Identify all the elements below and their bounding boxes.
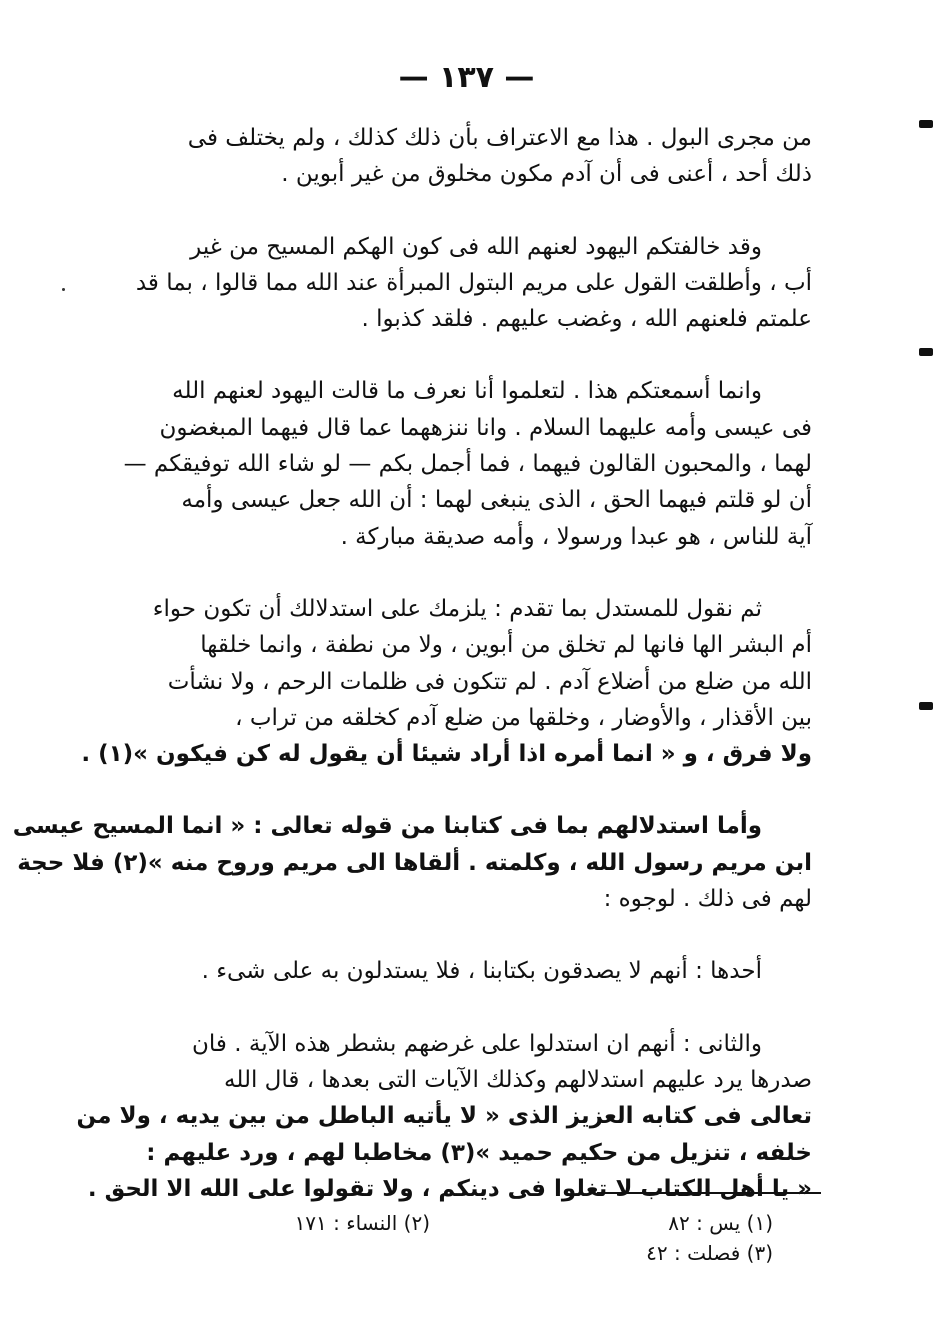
text-line: فى عيسى وأمه عليهما السلام . وانا ننزههما عما قال فيهما المبغضون: [159, 414, 812, 441]
text-line: بين الأقذار ، والأوضار ، وخلقها من ضلع آدم كخلقه من تراب ،: [235, 704, 812, 731]
page-number: — ١٣٧ —: [398, 60, 535, 95]
text-line: أحدها : أنهم لا يصدقون بكتابنا ، فلا يستدلون به على شىء .: [201, 958, 762, 985]
footnote-divider: [597, 1192, 821, 1194]
text-line: ذلك أحد ، أعنى فى أن آدم مكون مخلوق من غير أبوين .: [281, 161, 812, 188]
paragraph-3: [123, 373, 812, 554]
quran-quote-line: « يا أهل الكتاب لا تغلوا فى دينكم ، ولا تقولوا على الله الا الحق .: [87, 1175, 812, 1202]
text-line: لهما ، والمحبون القالون فيهما ، فما أجمل بكم — لو شاء الله توفيقكم —: [123, 451, 812, 478]
text-line: أن لو قلتم فيهما الحق ، الذى ينبغى لهما : أن الله جعل عيسى وأمه: [181, 487, 812, 514]
text-line: وانما أسمعتكم هذا . لتعلموا أنا نعرف ما قالت اليهود لعنهم الله: [172, 378, 762, 405]
quran-quote-line: خلفه ، تنزيل من حكيم حميد »(٣) مخاطبا لهم ، ورد عليهم :: [146, 1139, 812, 1166]
quran-quote-line: ابن مريم رسول الله ، وكلمته . ألقاها الى مريم وروح منه »(٢) فلا حجة: [17, 849, 812, 876]
quran-quote-line: تعالى فى كتابه العزيز الذى « لا يأتيه الباطل من بين يديه ، ولا من: [76, 1103, 812, 1130]
text-line: صدرها يرد عليهم استدلالهم وكذلك الآيات التى بعدها ، قال الله: [224, 1066, 812, 1093]
scan-edge-mark: [919, 120, 933, 128]
scan-speck: [62, 288, 65, 291]
paragraph-6: [140, 953, 812, 989]
text-line: علمتم فلعنهم الله ، وغضب عليهم . فلقد كذبوا .: [361, 306, 812, 333]
footnote-3: (٣) فصلت : ٤٢: [646, 1241, 773, 1265]
text-line: والثانى : أنهم ان استدلوا على غرضهم بشطر هذه الآية . فان: [192, 1030, 762, 1057]
paragraph-5: [12, 808, 812, 917]
paragraph-1: [140, 120, 812, 193]
body-text: [12, 120, 812, 1207]
quran-quote-line: ولا فرق ، و « انما أمره اذا أراد شيئا أن يقول له كن فيكون »(١) .: [81, 741, 812, 768]
scan-edge-mark: [919, 702, 933, 710]
footnote-1: (١) يس : ٨٢: [668, 1211, 773, 1235]
footnote-2: (٢) النساء : ١٧١: [294, 1211, 430, 1235]
text-line: أم البشر الها فانها لم تخلق من أبوين ، ولا من نطفة ، وانما خلقها: [200, 632, 812, 659]
paragraph-7: [76, 1026, 812, 1207]
text-line: لهم فى ذلك . لوجوه :: [603, 886, 812, 913]
text-line: وقد خالفتكم اليهود لعنهم الله فى كون الهكم المسيح من غير: [190, 233, 762, 260]
paragraph-4: [81, 591, 812, 772]
text-line: الله من ضلع من أضلاع آدم . لم تتكون فى ظلمات الرحم ، ولا نشأت: [167, 668, 812, 695]
text-line: آية للناس ، هو عبدا ورسولا ، وأمه صديقة مباركة .: [340, 523, 812, 550]
text-line: أب ، وأطلقت القول على مريم البتول المبرأة عند الله مما قالوا ، بما قد: [135, 269, 812, 296]
paragraph-2: [135, 229, 812, 338]
quran-quote-line: وأما استدلالهم بما فى كتابنا من قوله تعالى : « انما المسيح عيسى: [12, 813, 762, 840]
scan-edge-mark: [919, 348, 933, 356]
text-line: ثم نقول للمستدل بما تقدم : يلزمك على استدلالك أن تكون حواء: [152, 595, 762, 622]
text-line: من مجرى البول . هذا مع الاعتراف بأن ذلك كذلك ، ولم يختلف فى: [187, 125, 812, 151]
